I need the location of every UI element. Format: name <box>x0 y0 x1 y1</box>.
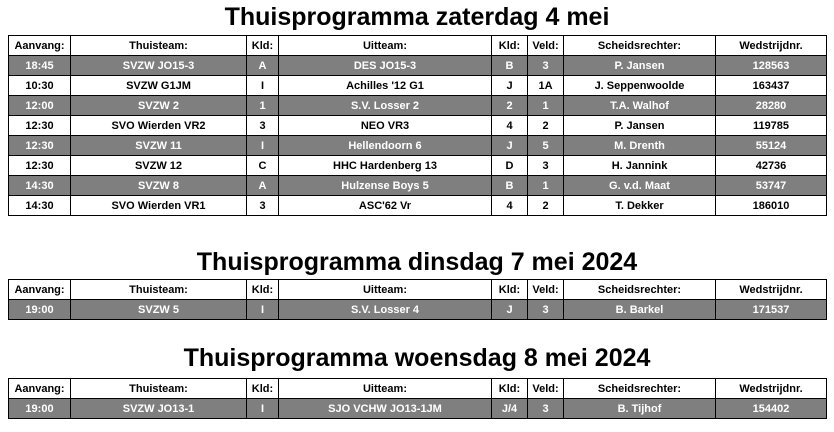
cell-home: SVO Wierden VR2 <box>71 116 247 136</box>
cell-match-no: 154402 <box>716 399 827 419</box>
header-thuisteam: Thuisteam: <box>71 379 247 399</box>
cell-field: 1 <box>528 96 564 116</box>
cell-match-no: 171537 <box>716 300 827 320</box>
cell-field: 1 <box>528 176 564 196</box>
cell-away: SJO VCHW JO13-1JM <box>279 399 492 419</box>
table-row <box>9 136 827 156</box>
table-header-row <box>9 280 827 300</box>
cell-match-no: 28280 <box>716 96 827 116</box>
cell-away: Achilles '12 G1 <box>279 76 492 96</box>
cell-referee: P. Jansen <box>564 56 716 76</box>
table-row <box>9 156 827 176</box>
cell-away: NEO VR3 <box>279 116 492 136</box>
cell-kld-home: 3 <box>247 116 279 136</box>
cell-time: 12:30 <box>9 156 71 176</box>
cell-kld-home: A <box>247 56 279 76</box>
cell-match-no: 53747 <box>716 176 827 196</box>
header-wedstrijdnr: Wedstrijdnr. <box>716 36 827 56</box>
header-scheidsrechter: Scheidsrechter: <box>564 36 716 56</box>
section-title-wednesday: Thuisprogramma woensdag 8 mei 2024 <box>183 344 651 372</box>
header-uitteam: Uitteam: <box>279 379 492 399</box>
cell-away: ASC'62 Vr <box>279 196 492 216</box>
cell-kld-home: 3 <box>247 196 279 216</box>
table-row <box>9 116 827 136</box>
cell-field: 2 <box>528 196 564 216</box>
header-veld: Veld: <box>528 379 564 399</box>
header-aanvang: Aanvang: <box>9 36 71 56</box>
cell-time: 19:00 <box>9 300 71 320</box>
cell-time: 14:30 <box>9 196 71 216</box>
cell-field: 5 <box>528 136 564 156</box>
cell-kld-home: I <box>247 300 279 320</box>
cell-home: SVO Wierden VR1 <box>71 196 247 216</box>
header-aanvang: Aanvang: <box>9 379 71 399</box>
cell-referee: J. Seppenwoolde <box>564 76 716 96</box>
header-uitteam: Uitteam: <box>279 280 492 300</box>
header-kld-home: Kld: <box>247 280 279 300</box>
cell-away: Hellendoorn 6 <box>279 136 492 156</box>
cell-away: HHC Hardenberg 13 <box>279 156 492 176</box>
header-kld-away: Kld: <box>492 379 528 399</box>
cell-field: 3 <box>528 399 564 419</box>
cell-kld-away: 4 <box>492 196 528 216</box>
schedule-table-saturday <box>8 35 827 216</box>
cell-away: S.V. Losser 4 <box>279 300 492 320</box>
cell-referee: B. Tijhof <box>564 399 716 419</box>
cell-match-no: 42736 <box>716 156 827 176</box>
header-kld-home: Kld: <box>247 36 279 56</box>
cell-kld-home: A <box>247 176 279 196</box>
section-title-saturday: Thuisprogramma zaterdag 4 mei <box>224 3 610 31</box>
cell-kld-away: J <box>492 136 528 156</box>
cell-time: 14:30 <box>9 176 71 196</box>
header-veld: Veld: <box>528 280 564 300</box>
cell-match-no: 163437 <box>716 76 827 96</box>
header-scheidsrechter: Scheidsrechter: <box>564 280 716 300</box>
cell-home: SVZW 8 <box>71 176 247 196</box>
cell-match-no: 128563 <box>716 56 827 76</box>
cell-kld-home: I <box>247 136 279 156</box>
header-thuisteam: Thuisteam: <box>71 280 247 300</box>
header-aanvang: Aanvang: <box>9 280 71 300</box>
cell-time: 10:30 <box>9 76 71 96</box>
cell-home: SVZW 5 <box>71 300 247 320</box>
header-uitteam: Uitteam: <box>279 36 492 56</box>
cell-home: SVZW JO15-3 <box>71 56 247 76</box>
table-header-row <box>9 379 827 399</box>
header-kld-away: Kld: <box>492 36 528 56</box>
header-thuisteam: Thuisteam: <box>71 36 247 56</box>
table-row <box>9 76 827 96</box>
section-title-tuesday: Thuisprogramma dinsdag 7 mei 2024 <box>196 248 638 276</box>
cell-field: 2 <box>528 116 564 136</box>
header-scheidsrechter: Scheidsrechter: <box>564 379 716 399</box>
header-wedstrijdnr: Wedstrijdnr. <box>716 280 827 300</box>
cell-home: SVZW 12 <box>71 156 247 176</box>
table-row <box>9 96 827 116</box>
cell-home: SVZW JO13-1 <box>71 399 247 419</box>
cell-referee: P. Jansen <box>564 116 716 136</box>
cell-kld-away: B <box>492 56 528 76</box>
cell-away: S.V. Losser 2 <box>279 96 492 116</box>
cell-kld-home: C <box>247 156 279 176</box>
cell-match-no: 119785 <box>716 116 827 136</box>
cell-away: Hulzense Boys 5 <box>279 176 492 196</box>
cell-kld-home: I <box>247 399 279 419</box>
cell-referee: T.A. Walhof <box>564 96 716 116</box>
cell-match-no: 55124 <box>716 136 827 156</box>
cell-referee: H. Jannink <box>564 156 716 176</box>
cell-home: SVZW 11 <box>71 136 247 156</box>
table-row <box>9 196 827 216</box>
cell-home: SVZW G1JM <box>71 76 247 96</box>
table-row <box>9 176 827 196</box>
cell-referee: B. Barkel <box>564 300 716 320</box>
cell-kld-away: J/4 <box>492 399 528 419</box>
cell-time: 18:45 <box>9 56 71 76</box>
header-kld-away: Kld: <box>492 280 528 300</box>
table-row <box>9 56 827 76</box>
cell-field: 3 <box>528 300 564 320</box>
header-kld-home: Kld: <box>247 379 279 399</box>
cell-referee: M. Drenth <box>564 136 716 156</box>
cell-kld-home: 1 <box>247 96 279 116</box>
cell-home: SVZW 2 <box>71 96 247 116</box>
cell-kld-away: 4 <box>492 116 528 136</box>
cell-kld-home: I <box>247 76 279 96</box>
cell-time: 12:30 <box>9 136 71 156</box>
cell-kld-away: D <box>492 156 528 176</box>
cell-time: 12:00 <box>9 96 71 116</box>
cell-referee: T. Dekker <box>564 196 716 216</box>
cell-match-no: 186010 <box>716 196 827 216</box>
cell-referee: G. v.d. Maat <box>564 176 716 196</box>
schedule-table-tuesday <box>8 279 827 320</box>
cell-kld-away: 2 <box>492 96 528 116</box>
cell-time: 12:30 <box>9 116 71 136</box>
cell-away: DES JO15-3 <box>279 56 492 76</box>
cell-kld-away: B <box>492 176 528 196</box>
header-veld: Veld: <box>528 36 564 56</box>
table-row <box>9 300 827 320</box>
table-header-row <box>9 36 827 56</box>
cell-field: 3 <box>528 156 564 176</box>
cell-field: 3 <box>528 56 564 76</box>
table-row <box>9 399 827 419</box>
cell-kld-away: J <box>492 300 528 320</box>
header-wedstrijdnr: Wedstrijdnr. <box>716 379 827 399</box>
schedule-table-wednesday <box>8 378 827 419</box>
cell-kld-away: J <box>492 76 528 96</box>
cell-field: 1A <box>528 76 564 96</box>
cell-time: 19:00 <box>9 399 71 419</box>
